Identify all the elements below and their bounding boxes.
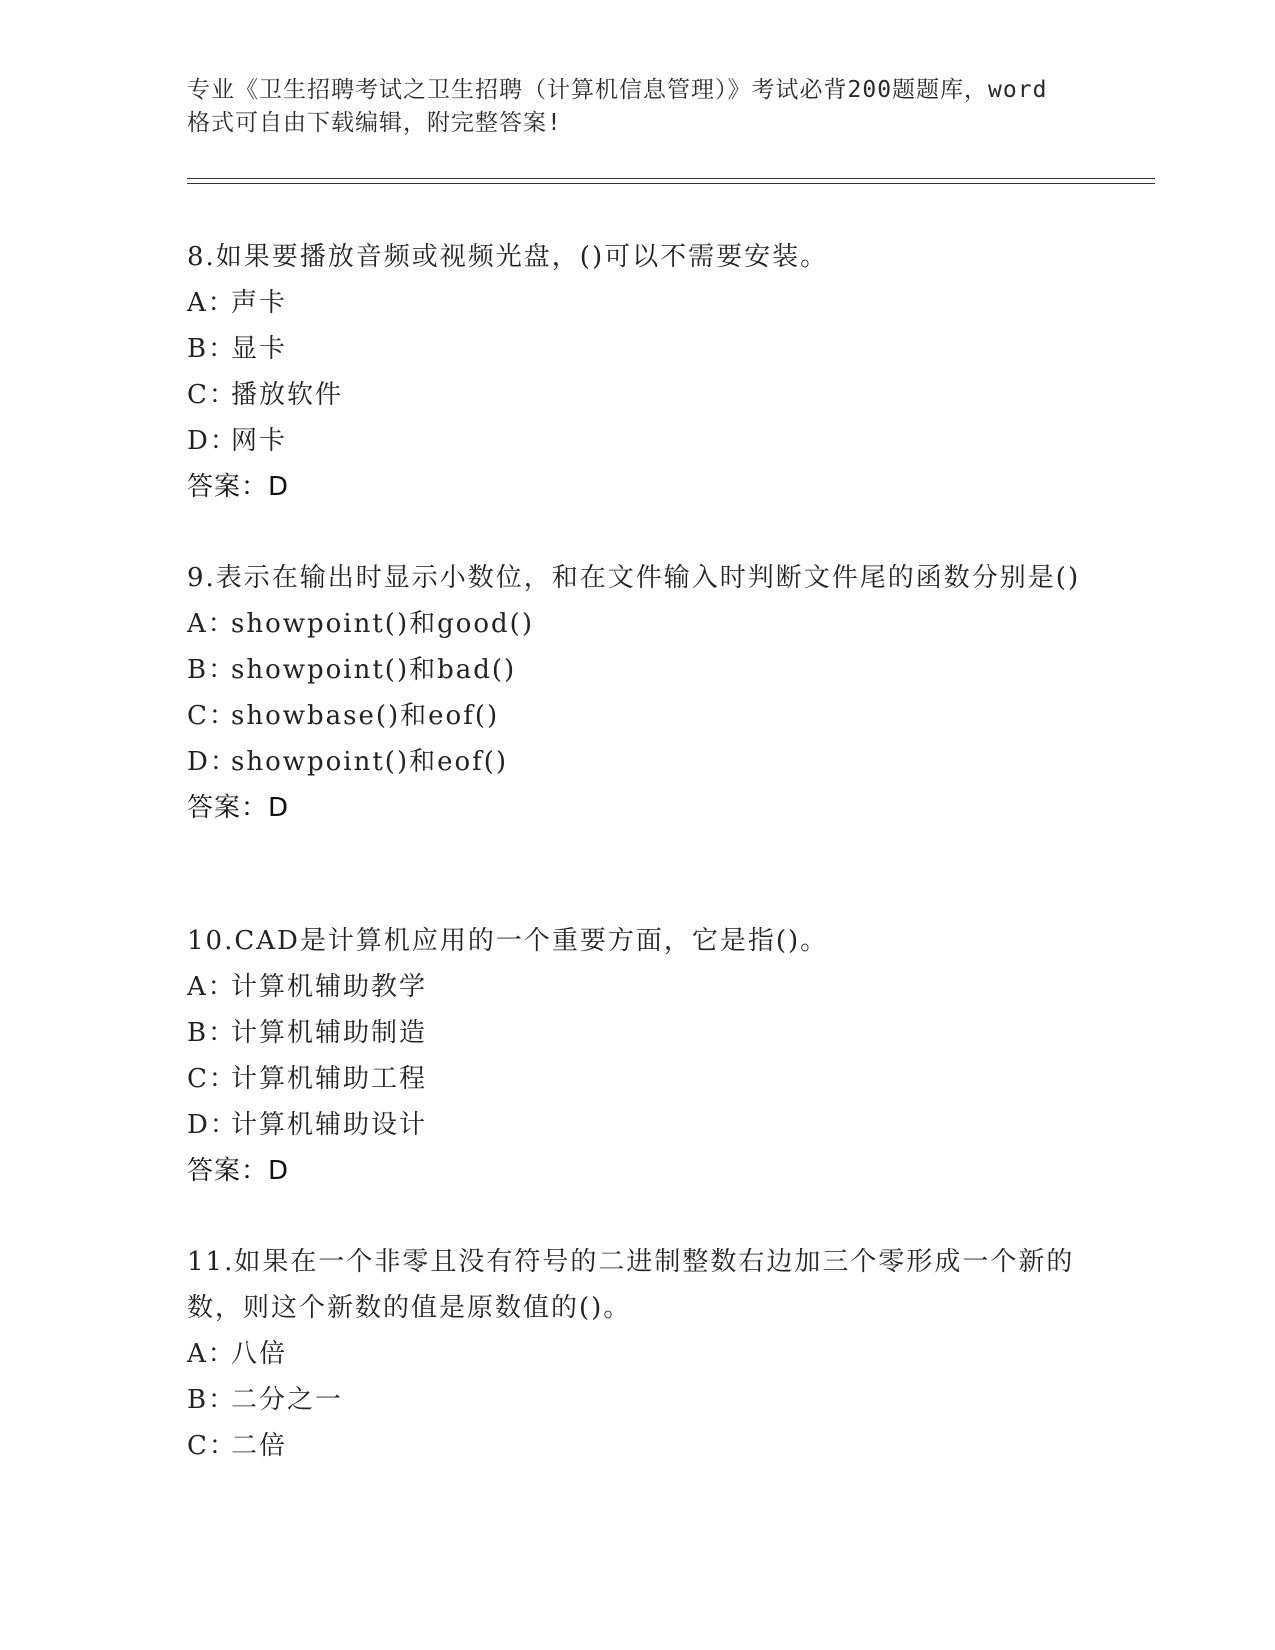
option-d	[187, 1102, 1087, 1148]
header-line-2: 格式可自由下载编辑，附完整答案!	[187, 110, 562, 136]
option-key: C：	[187, 701, 237, 731]
option-text: 计算机辅助工程	[231, 1064, 428, 1094]
option-b	[187, 326, 1087, 372]
option-text: 计算机辅助设计	[231, 1110, 428, 1140]
option-key: D：	[187, 426, 238, 456]
option-key: A：	[187, 288, 236, 318]
answer-line: 答案：D	[187, 1156, 290, 1186]
option-text: 八倍	[231, 1339, 288, 1369]
option-text: 显卡	[231, 334, 288, 364]
option-c	[187, 372, 1087, 418]
option-key: A：	[187, 609, 236, 639]
document-header	[187, 74, 1087, 140]
option-key: B：	[187, 1385, 237, 1415]
option-text: showbase()和eof()	[231, 701, 500, 731]
option-key: B：	[187, 655, 237, 685]
option-a	[187, 1331, 1087, 1377]
option-text: 播放软件	[231, 380, 344, 410]
question-11	[187, 1239, 1087, 1469]
option-text: 二倍	[231, 1431, 288, 1461]
option-c	[187, 1423, 1087, 1469]
option-key: D：	[187, 1110, 238, 1140]
option-d	[187, 739, 1087, 785]
option-text: showpoint()和eof()	[231, 747, 509, 777]
option-text: 计算机辅助制造	[231, 1018, 428, 1048]
question-text: 9.表示在输出时显示小数位，和在文件输入时判断文件尾的函数分别是()	[187, 563, 1081, 593]
question-10	[187, 918, 1087, 1194]
option-a	[187, 280, 1087, 326]
option-b	[187, 1010, 1087, 1056]
header-divider-top	[187, 178, 1155, 179]
question-9	[187, 555, 1087, 831]
option-d	[187, 418, 1087, 464]
option-text: 计算机辅助教学	[231, 972, 428, 1002]
option-a	[187, 964, 1087, 1010]
answer-line: 答案：D	[187, 472, 290, 502]
option-key: C：	[187, 1431, 237, 1461]
option-key: A：	[187, 1339, 236, 1369]
option-c	[187, 1056, 1087, 1102]
option-text: 网卡	[231, 426, 288, 456]
option-key: C：	[187, 1064, 237, 1094]
option-b	[187, 647, 1087, 693]
header-line-1: 专业《卫生招聘考试之卫生招聘（计算机信息管理）》考试必背200题题库，word	[187, 77, 1048, 103]
option-key: C：	[187, 380, 237, 410]
question-text: 10.CAD是计算机应用的一个重要方面，它是指()。	[187, 926, 829, 956]
header-divider-bottom	[187, 183, 1155, 184]
option-text: showpoint()和good()	[231, 609, 534, 639]
question-8	[187, 234, 1087, 510]
option-text: 二分之一	[231, 1385, 344, 1415]
option-key: B：	[187, 1018, 237, 1048]
option-key: D：	[187, 747, 238, 777]
question-text: 8.如果要播放音频或视频光盘，()可以不需要安装。	[187, 242, 829, 272]
option-text: 声卡	[231, 288, 288, 318]
answer-line: 答案：D	[187, 793, 290, 823]
option-b	[187, 1377, 1087, 1423]
option-a	[187, 601, 1087, 647]
option-text: showpoint()和bad()	[231, 655, 517, 685]
option-key: A：	[187, 972, 236, 1002]
question-text: 11.如果在一个非零且没有符号的二进制整数右边加三个零形成一个新的数，则这个新数的值是原数值的()。	[187, 1247, 1075, 1323]
option-key: B：	[187, 334, 237, 364]
option-c	[187, 693, 1087, 739]
